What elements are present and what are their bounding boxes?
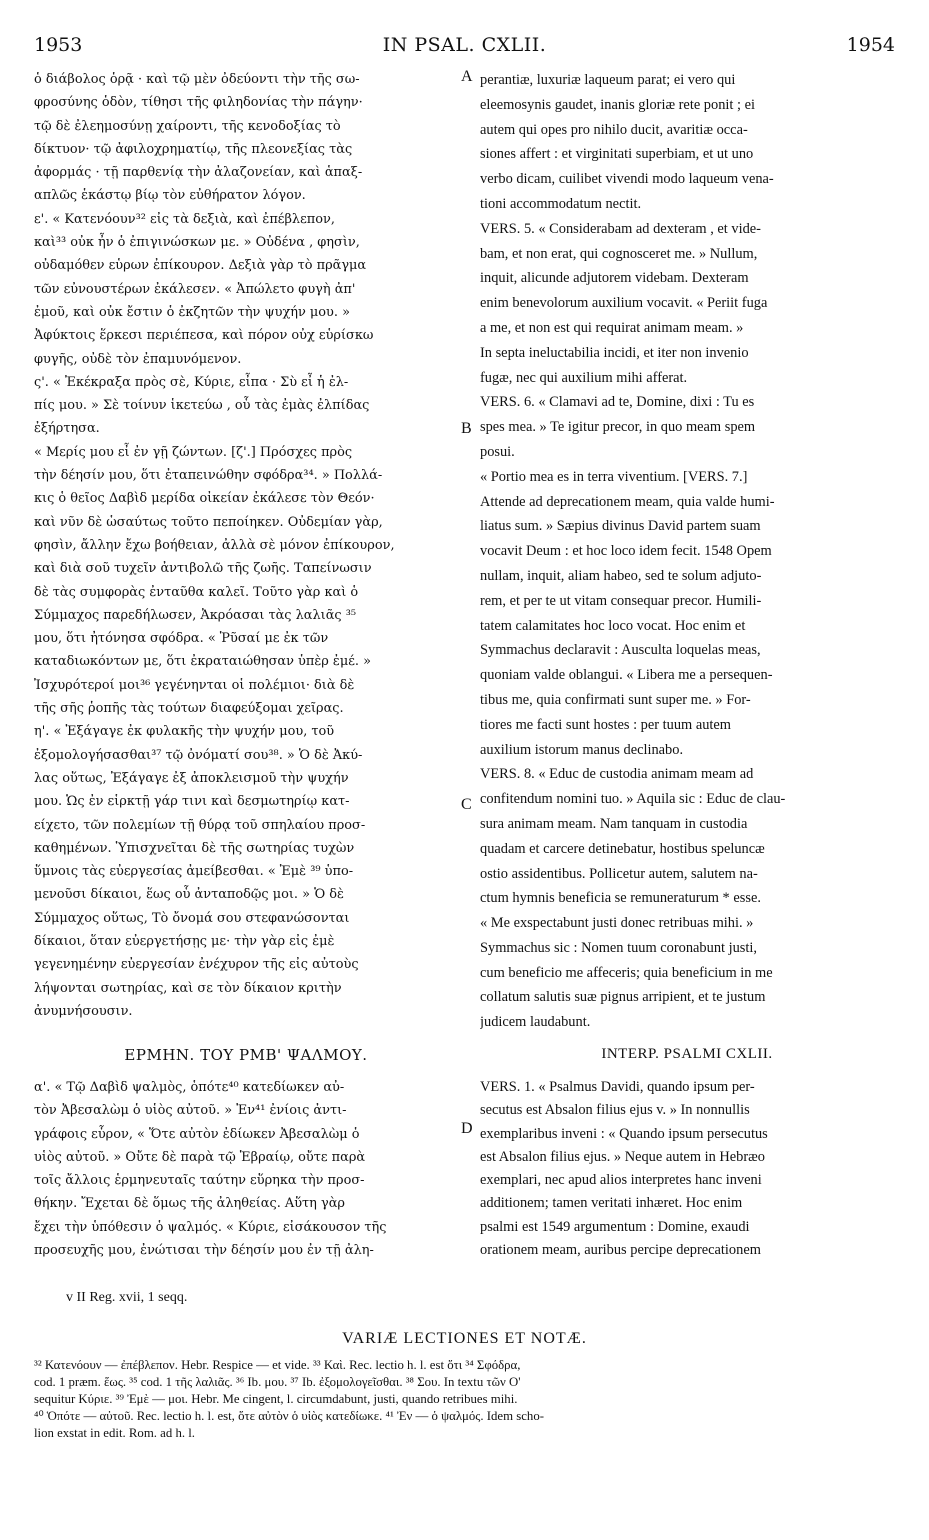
greek-text-line: φησὶν, ἄλλην ἔχω βοήθειαν, ἀλλὰ σὲ μόνον ἐπίκουρον, xyxy=(34,537,395,553)
latin-text-line: liatus sum. » Sæpius divinus David partem suam xyxy=(480,518,761,535)
footnote-v: v II Reg. xvii, 1 seqq. xyxy=(66,1290,188,1305)
latin-text-line: VERS. 8. « Educ de custodia animam meam ad xyxy=(480,766,754,783)
greek-text-line: οὐδαμόθεν εὑρων ἐπίκουρον. Δεξιὰ γὰρ τὸ πρᾶγμα xyxy=(34,258,367,274)
note-line: lion exstat in edit. Rom. ad h. l. xyxy=(34,1426,196,1440)
variant-notes xyxy=(34,1357,894,1442)
greek-text-line: γεγενημένην εὐεργεσίαν ἐνέχυρον τῆς εἰς αὐτοὺς xyxy=(34,957,359,973)
latin-text-line: autem qui opes pro nihilo ducit, avaritiæ occa- xyxy=(480,121,748,138)
note-line: sequitur Κύριε. ³⁹ Ἐμὲ — μοι. Hebr. Me cingent, l. circumdabunt, justi, quando retribues mihi. xyxy=(34,1392,518,1406)
greek-column-top xyxy=(34,68,458,1023)
greek-text-line: τῷ δὲ ἐλεημοσύνῃ χαίροντι, τῆς κενοδοξίας τὸ xyxy=(34,118,341,134)
latin-text-line: cum beneficio me affeceris; quia beneficium in me xyxy=(480,964,773,981)
latin-text-line: judicem laudabunt. xyxy=(480,1014,591,1031)
latin-text-line: collatum salutis suæ pignus arripient, et te justum xyxy=(480,989,766,1006)
note-line: ³² Κατενόουν — ἐπέβλεπον. Hebr. Respice — et vide. ³³ Καὶ. Rec. lectio h. l. est ὅτι ³⁴ Σφόδρα, xyxy=(34,1358,521,1372)
latin-text-line: « Portio mea es in terra viventium. [VERS. 7.] xyxy=(480,468,748,485)
greek-text-line: Σύμμαχος οὕτως, Τὸ ὄνομά σου στεφανώσονται xyxy=(34,910,350,926)
latin-text-line: Symmachus sic : Nomen tuum coronabunt justi, xyxy=(480,939,757,956)
greek-text-line: ἐξήρτησα. xyxy=(34,421,100,437)
greek-text-line: κις ὁ θεῖος Δαβὶδ μερίδα οἰκείαν ἐκάλεσε τὸν Θεόν· xyxy=(34,491,375,507)
greek-text-line: ὁ διάβολος ὁρᾷ · καὶ τῷ μὲν ὀδεύοντι τὴν τῆς σω- xyxy=(34,72,360,87)
latin-text-line: quoniam valde oblangui. « Libera me a persequen- xyxy=(480,667,773,684)
greek-text-line: ἐμοῦ, καὶ οὐκ ἔστιν ὁ ἐκζητῶν τὴν ψυχήν μου. » xyxy=(34,304,350,320)
latin-text-line: Symmachus declaravit : Ausculta loquelas meas, xyxy=(480,642,761,659)
latin-text-line: secutus est Absalon filius ejus v. » In nonnullis xyxy=(480,1102,750,1119)
greek-text-line: προσευχῆς μου, ἐνώτισαι τὴν δέησίν μου ἐν τῇ ἀλη- xyxy=(34,1243,374,1259)
greek-text-line: τὴν δέησίν μου, ὅτι ἐταπεινώθην σφόδρα³⁴. » Πολλά- xyxy=(34,468,383,484)
latin-text-line: siones affert : et virginitati superbiam, et ut uno xyxy=(480,146,754,163)
greek-text-line: λας οὕτως, Ἐξάγαγε ἐξ ἀποκλεισμοῦ τὴν ψυχήν xyxy=(34,770,349,786)
latin-text-line: exemplaribus inveni : « Quando ipsum persecutus xyxy=(480,1125,768,1142)
greek-text-line: ἐξομολογήσασθαι³⁷ τῷ ὀνόματί σου³⁸. » Ὁ δὲ Ἀκύ- xyxy=(34,747,363,763)
greek-column-bottom xyxy=(34,1076,458,1262)
latin-text-line: sura animam meam. Nam tanquam in custodia xyxy=(480,815,748,832)
greek-text-line: μενοῦσι δίκαιοι, ἕως οὗ ἀνταποδῷς μοι. » Ὁ δὲ xyxy=(34,887,344,903)
latin-text-line: rem, et per te ut vitam consequar precor. Humili- xyxy=(480,592,762,609)
latin-text-line: bam, et non erat, qui cognosceret me. » Nullum, xyxy=(480,245,758,262)
latin-text-line: inquit, alicunde adjutorem videbam. Dexteram xyxy=(480,270,749,287)
greek-text-line: ἔχει τὴν ὑπόθεσιν ὁ ψαλμός. « Κύριε, εἰσάκουσον τῆς xyxy=(34,1219,387,1235)
latin-text-line: auxilium istorum manus declinabo. xyxy=(480,741,684,758)
latin-text-line: posui. xyxy=(480,443,515,460)
latin-text-line: nullam, inquit, aliam habeo, sed te solum adjuto- xyxy=(480,567,762,584)
greek-text-line: φροσύνης ὁδὸν, τίθησι τῆς φιληδονίας τὴν πάγην· xyxy=(34,95,363,111)
greek-text-line: καθημένων. Ὑπισχνεῖται δὲ τῆς σωτηρίας τυχὼν xyxy=(34,840,355,856)
latin-text-line: VERS. 5. « Considerabam ad dexteram , et vide- xyxy=(480,220,761,237)
latin-text-line: additionem; tamen veritati inhæret. Hoc enim xyxy=(480,1195,743,1212)
greek-text-line: τὸν Ἀβεσαλὼμ ὁ υἱὸς αὐτοῦ. » Ἐν⁴¹ ἐνίοις ἀντι- xyxy=(34,1103,347,1119)
greek-text-line: α'. « Τῷ Δαβὶδ ψαλμὸς, ὁπότε⁴⁰ κατεδίωκεν αὐ- xyxy=(34,1080,345,1095)
latin-text-line: eleemosynis gaudet, inanis gloriæ rete ponit ; ei xyxy=(480,96,755,113)
latin-text-line: tioni accommodatum nectit. xyxy=(480,195,642,212)
greek-text-line: φυγῆς, οὐδὲ τὸν ἐπαμυνόμενον. xyxy=(34,351,242,367)
latin-text-line: ctum hymnis beneficia se remuneraturum * esse. xyxy=(480,890,761,907)
greek-text-line: καὶ διὰ σοῦ τυχεῖν ἀντιβολῶ τῆς ζωῆς. Ταπείνωσιν xyxy=(34,561,372,577)
greek-text-line: απλῶς ἑκάστῳ βίῳ τὸν εὐθήρατον λόγον. xyxy=(34,188,306,204)
greek-text-line: ς'. « Ἐκέκραξα πρὸς σὲ, Κύριε, εἶπα · Σὺ εἶ ἡ ἐλ- xyxy=(34,374,349,390)
note-line: cod. 1 præm. ἕως. ³⁵ cod. 1 τῆς λαλιᾶς. ³⁶ Ib. μου. ³⁷ Ib. ἐξομολογεῖσθαι. ³⁸ Σου. In textu τῶν Ο' xyxy=(34,1375,521,1389)
latin-section-title: INTERP. PSALMI CXLII. xyxy=(601,1046,773,1062)
running-title: IN PSAL. CXLII. xyxy=(382,34,547,56)
greek-text-line: είχετο, τῶν πολεμίων τῇ θύρᾳ τοῦ σπηλαίου προσ- xyxy=(34,817,366,833)
latin-text-line: VERS. 6. « Clamavi ad te, Domine, dixi : Tu es xyxy=(480,394,755,411)
margin-marker-a: A xyxy=(461,68,473,85)
greek-text-line: « Μερίς μου εἶ ἐν γῇ ζώντων. [ζ'.] Πρόσχες πρὸς xyxy=(34,444,353,460)
greek-text-line: καὶ νῦν δὲ ὡσαύτως τοῦτο πεποίηκεν. Οὐδεμίαν γὰρ, xyxy=(34,514,383,530)
latin-text-line: vocavit Deum : et hoc loco idem fecit. 1548 Opem xyxy=(480,543,772,560)
latin-text-line: perantiæ, luxuriæ laqueum parat; ei vero qui xyxy=(480,72,736,88)
greek-text-line: ἀφορμάς · τῇ παρθενίᾳ τὴν ἀλαζονείαν, καὶ ἁπαξ- xyxy=(34,165,363,181)
running-header xyxy=(34,34,895,62)
greek-text-line: καὶ³³ οὐκ ἦν ὁ ἐπιγινώσκων με. » Οὐδένα , φησὶν, xyxy=(34,235,360,251)
latin-text-line: verbo dicam, cuilibet vivendi modo laqueum vena- xyxy=(480,171,774,188)
greek-text-line: πίς μου. » Σὲ τοίνυν ἱκετεύω , οὗ τὰς ἐμὰς ἐλπίδας xyxy=(34,398,370,414)
latin-text-line: spes mea. » Te igitur precor, in quo meam spem xyxy=(480,419,756,436)
greek-text-line: Ἰσχυρότεροί μοι³⁶ γεγένηνται οἱ πολέμιοι· διὰ δὲ xyxy=(34,677,355,693)
page-number-right: 1954 xyxy=(846,34,895,56)
latin-text-line: tiores me facti sunt hostes : per tuum autem xyxy=(480,716,731,733)
note-line: ⁴⁰ Ὁπότε — αὐτοῦ. Rec. lectio h. l. est, ὅτε αὐτὸν ὁ υἱὸς κατεδίωκε. ⁴¹ Ἐν — ὁ ψαλμός. Idem scho- xyxy=(34,1409,544,1423)
greek-text-line: τῆς σῆς ῥοπῆς τὰς τούτων διαφεύξομαι χεῖρας. xyxy=(34,701,344,717)
latin-text-line: fugæ, nec qui auxilium mihi afferat. xyxy=(480,369,688,386)
greek-text-line: δίκτυον· τῷ ἀφιλοχρηματίῳ, τῆς πλεονεξίας τὰς xyxy=(34,141,353,157)
latin-text-line: In septa ineluctabilia incidi, et iter non invenio xyxy=(480,344,749,361)
page-number-left: 1953 xyxy=(34,34,83,56)
latin-text-line: tibus me, quia confirmati sunt super me. » For- xyxy=(480,691,751,708)
latin-text-line: ostio assidentibus. Pollicetur autem, salutem na- xyxy=(480,865,758,882)
latin-text-line: « Me exspectabunt justi donec retribuas mihi. » xyxy=(480,915,754,932)
latin-text-line: confitendum nomini tuo. » Aquila sic : Educ de clau- xyxy=(480,791,786,808)
greek-text-line: Σύμμαχος παρεδήλωσεν, Ἀκρόασαι τὰς λαλιᾶς ³⁵ xyxy=(34,607,357,623)
greek-text-line: θήκην. Ἔχεται δὲ ὅμως τῆς ἀληθείας. Αὕτη γὰρ xyxy=(34,1196,345,1212)
greek-text-line: ε'. « Κατενόουν³² εἰς τὰ δεξιὰ, καὶ ἐπέβλεπον, xyxy=(34,211,335,227)
greek-text-line: γράφοις εὗρον, « Ὅτε αὐτὸν ἐδίωκεν Ἀβεσαλὼμ ὁ xyxy=(34,1126,360,1142)
latin-text-line: quadam et carcere detinebatur, hostibus speluncæ xyxy=(480,840,765,857)
greek-text-line: ἀνυμνήσουσιν. xyxy=(34,1003,133,1019)
greek-text-line: υἱὸς αὐτοῦ. » Οὔτε δὲ παρὰ τῷ Ἑβραίῳ, οὔτε παρὰ xyxy=(34,1149,366,1165)
greek-text-line: ὕμνοις τὰς εὐεργεσίας ἀμείβεσθαι. « Ἐμὲ ³⁹ ὑπο- xyxy=(34,864,354,880)
greek-text-line: δίκαιοι, ὅταν εὐεργετήσῃς με· τὴν γὰρ εἰς ἐμὲ xyxy=(34,933,335,949)
greek-text-line: μου. Ὡς ἐν εἱρκτῇ γάρ τινι καὶ δεσμωτηρίῳ κατ- xyxy=(34,794,350,810)
margin-marker-b: B xyxy=(461,420,472,437)
greek-text-line: Ἀφύκτοις ἕρκεσι περιέπεσα, καὶ πόρον οὐχ εὑρίσκω xyxy=(34,328,374,344)
margin-marker-d: D xyxy=(461,1120,473,1137)
latin-text-line: VERS. 1. « Psalmus Davidi, quando ipsum per- xyxy=(480,1079,755,1095)
greek-text-line: η'. « Ἐξάγαγε ἐκ φυλακῆς τὴν ψυχήν μου, τοῦ xyxy=(34,724,335,740)
latin-text-line: exemplari, nec apud alios interpretes hanc inveni xyxy=(480,1172,762,1189)
latin-text-line: Attende ad deprecationem meam, quia valde humi- xyxy=(480,493,775,510)
greek-text-line: καταδιωκόντων με, ὅτι ἐκραταιώθησαν ὑπὲρ ἐμέ. » xyxy=(34,654,371,670)
notes-title: VARIÆ LECTIONES ET NOTÆ. xyxy=(342,1330,587,1347)
greek-text-line: μου, ὅτι ἠτόνησα σφόδρα. « Ῥῦσαί με ἐκ τῶν xyxy=(34,631,329,647)
latin-text-line: est Absalon filius ejus. » Neque autem in Hebræo xyxy=(480,1148,765,1165)
margin-marker-c: C xyxy=(461,796,472,813)
latin-column-bottom xyxy=(480,1076,894,1262)
latin-text-line: tatem calamitates hoc loco vocat. Hoc enim et xyxy=(480,617,746,634)
latin-text-line: a me, et non est qui requirat animam meam. » xyxy=(480,319,744,336)
greek-text-line: τῶν εὐνουστέρων ἐκάλεσεν. « Ἀπώλετο φυγὴ ἀπ' xyxy=(34,281,356,297)
greek-text-line: δὲ τὰς συμφορὰς ἐνταῦθα καλεῖ. Τοῦτο γὰρ καὶ ὁ xyxy=(34,584,359,600)
latin-column-top xyxy=(480,68,894,1035)
latin-text-line: enim benevolorum auxilium vocavit. « Periit fuga xyxy=(480,295,768,312)
greek-text-line: τοῖς ἄλλοις ἑρμηνευταῖς ταύτην εὕρηκα τὴν προσ- xyxy=(34,1173,365,1189)
latin-text-line: psalmi est 1549 argumentum : Domine, exaudi xyxy=(480,1218,750,1235)
latin-text-line: orationem meam, auribus percipe deprecationem xyxy=(480,1242,761,1259)
greek-text-line: λήψονται σωτηρίας, καὶ σε τὸν δίκαιον κριτὴν xyxy=(34,980,342,996)
greek-section-title: ΕΡΜΗΝ. ΤΟΥ ΡΜΒ' ΨΑΛΜΟΥ. xyxy=(124,1046,368,1064)
